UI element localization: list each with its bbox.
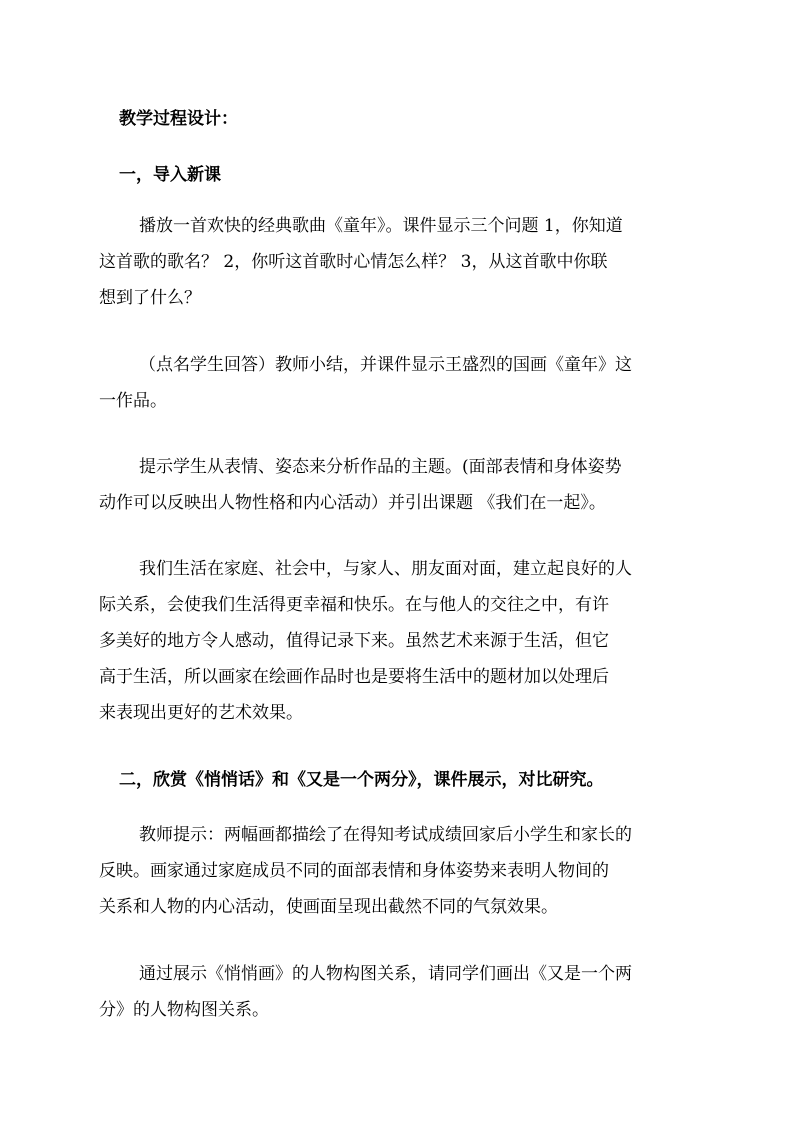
text-line: 反映。画家通过家庭成员不同的面部表情和身体姿势来表明人物间的: [99, 861, 609, 881]
text-line: 通过展示《悄悄画》的人物构图关系，请同学们画出《又是一个两: [139, 964, 632, 984]
text-line: 多美好的地方令人感动，值得记录下来。虽然艺术来源于生活，但它: [99, 631, 609, 651]
text-line: 高于生活，所以画家在绘画作品时也是要将生活中的题材加以处理后: [99, 667, 609, 687]
text-line: 动作可以反映出人物性格和内心活动）并引出课题 《我们在一起》。: [99, 493, 606, 513]
section1-heading: 一，导入新课: [119, 165, 221, 185]
text-line: 分》的人物构图关系。: [99, 1000, 269, 1020]
text-line: 我们生活在家庭、社会中，与家人、朋友面对面，建立起良好的人: [139, 559, 632, 579]
text-line: 来表现出更好的艺术效果。: [99, 703, 303, 723]
text-line: 想到了什么？: [99, 288, 201, 308]
section1-paragraph-4: [99, 551, 679, 731]
text-line: 这首歌的歌名？ 2，你听这首歌时心情怎么样？ 3，从这首歌中你联: [99, 252, 608, 272]
text-line: 关系和人物的内心活动，使画面呈现出截然不同的气氛效果。: [99, 897, 558, 917]
text-line: 提示学生从表情、姿态来分析作品的主题。(面部表情和身体姿势: [139, 457, 622, 477]
text-line: 播放一首欢快的经典歌曲《童年》。课件显示三个问题 1，你知道: [139, 216, 623, 236]
section1-paragraph-1: [99, 208, 679, 316]
text-line: 际关系，会使我们生活得更幸福和快乐。在与他人的交往之中，有许: [99, 595, 609, 615]
text-line: 教师提示：两幅画都描绘了在得知考试成绩回家后小学生和家长的: [139, 825, 632, 845]
section2-heading: 二，欣赏《悄悄话》和《又是一个两分》，课件展示，对比研究。: [119, 770, 604, 790]
section1-paragraph-2: [99, 347, 679, 419]
section1-paragraph-3: [99, 449, 679, 521]
text-line: （点名学生回答）教师小结，并课件显示王盛烈的国画《童年》这: [139, 355, 632, 375]
section2-paragraph-2: [99, 956, 679, 1028]
text-line: 一作品。: [99, 391, 167, 411]
document-title: 教学过程设计：: [119, 109, 238, 129]
section2-paragraph-1: [99, 817, 679, 925]
